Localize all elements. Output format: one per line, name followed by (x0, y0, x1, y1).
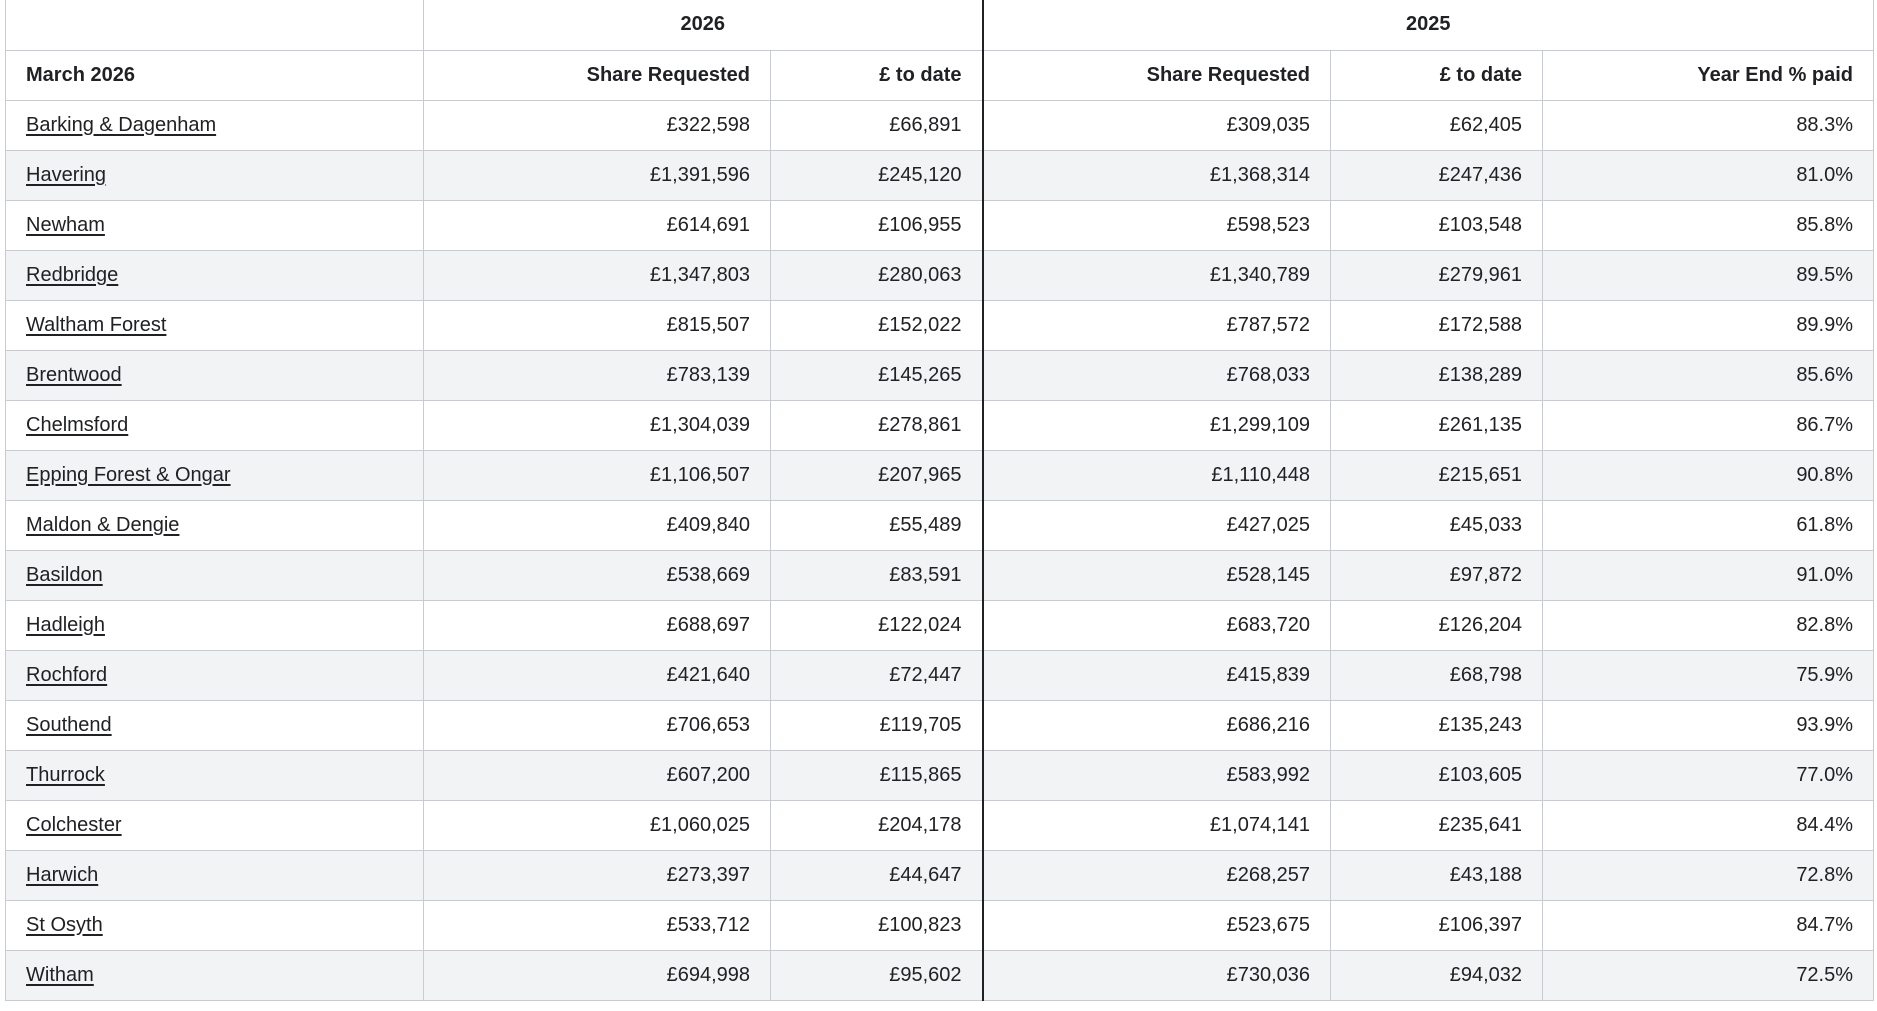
cell-todate-2025: £279,961 (1331, 250, 1543, 300)
cell-todate-2026: £145,265 (771, 350, 983, 400)
table-row (6, 800, 1874, 850)
cell-todate-2026: £72,447 (771, 650, 983, 700)
cell-area (6, 700, 424, 750)
cell-share-2026: £322,598 (424, 100, 771, 150)
cell-area (6, 450, 424, 500)
cell-share-2026: £783,139 (424, 350, 771, 400)
cell-todate-2025: £106,397 (1331, 900, 1543, 950)
cell-todate-2026: £95,602 (771, 950, 983, 1000)
cell-pct-paid: 86.7% (1543, 400, 1874, 450)
cell-area (6, 850, 424, 900)
cell-share-2026: £1,304,039 (424, 400, 771, 450)
cell-share-2026: £815,507 (424, 300, 771, 350)
area-link[interactable]: Harwich (26, 863, 99, 886)
cell-area (6, 550, 424, 600)
cell-todate-2026: £44,647 (771, 850, 983, 900)
area-link[interactable]: Redbridge (26, 263, 119, 286)
year-header-row (6, 0, 1874, 50)
cell-area (6, 200, 424, 250)
cell-todate-2025: £215,651 (1331, 450, 1543, 500)
cell-share-2025: £1,074,141 (983, 800, 1331, 850)
area-link[interactable]: Thurrock (26, 763, 105, 786)
cell-todate-2026: £122,024 (771, 600, 983, 650)
cell-pct-paid: 91.0% (1543, 550, 1874, 600)
area-link[interactable]: Southend (26, 713, 112, 736)
cell-pct-paid: 90.8% (1543, 450, 1874, 500)
cell-share-2026: £1,391,596 (424, 150, 771, 200)
cell-share-2025: £787,572 (983, 300, 1331, 350)
cell-pct-paid: 81.0% (1543, 150, 1874, 200)
area-link[interactable]: Newham (26, 213, 105, 236)
cell-share-2026: £409,840 (424, 500, 771, 550)
area-link[interactable]: Chelmsford (26, 413, 129, 436)
table-row (6, 100, 1874, 150)
area-link[interactable]: Maldon & Dengie (26, 513, 180, 536)
cell-todate-2025: £138,289 (1331, 350, 1543, 400)
table-row (6, 850, 1874, 900)
cell-todate-2025: £261,135 (1331, 400, 1543, 450)
cell-todate-2026: £207,965 (771, 450, 983, 500)
cell-share-2025: £1,299,109 (983, 400, 1331, 450)
cell-share-2025: £730,036 (983, 950, 1331, 1000)
cell-share-2025: £523,675 (983, 900, 1331, 950)
cell-share-2026: £607,200 (424, 750, 771, 800)
cell-pct-paid: 84.4% (1543, 800, 1874, 850)
cell-todate-2026: £278,861 (771, 400, 983, 450)
cell-todate-2026: £66,891 (771, 100, 983, 150)
column-header-todate-2026: £ to date (771, 50, 983, 100)
year-header-blank (6, 0, 424, 50)
year-header-2025: 2025 (983, 0, 1874, 50)
table-row (6, 550, 1874, 600)
cell-share-2025: £768,033 (983, 350, 1331, 400)
table-row (6, 650, 1874, 700)
cell-area (6, 350, 424, 400)
cell-area (6, 150, 424, 200)
cell-share-2026: £1,347,803 (424, 250, 771, 300)
cell-area (6, 400, 424, 450)
cell-area (6, 600, 424, 650)
cell-pct-paid: 85.6% (1543, 350, 1874, 400)
cell-pct-paid: 61.8% (1543, 500, 1874, 550)
cell-pct-paid: 84.7% (1543, 900, 1874, 950)
cell-todate-2025: £135,243 (1331, 700, 1543, 750)
cell-share-2025: £528,145 (983, 550, 1331, 600)
cell-share-2025: £686,216 (983, 700, 1331, 750)
column-header-share-2026: Share Requested (424, 50, 771, 100)
cell-todate-2025: £247,436 (1331, 150, 1543, 200)
cell-pct-paid: 72.8% (1543, 850, 1874, 900)
cell-todate-2026: £106,955 (771, 200, 983, 250)
area-link[interactable]: Havering (26, 163, 107, 186)
cell-pct-paid: 93.9% (1543, 700, 1874, 750)
cell-todate-2025: £45,033 (1331, 500, 1543, 550)
table-row (6, 700, 1874, 750)
area-link[interactable]: Rochford (26, 663, 108, 686)
cell-todate-2025: £103,548 (1331, 200, 1543, 250)
cell-pct-paid: 89.9% (1543, 300, 1874, 350)
area-link[interactable]: Hadleigh (26, 613, 105, 636)
cell-share-2026: £421,640 (424, 650, 771, 700)
area-link[interactable]: St Osyth (26, 913, 103, 936)
cell-pct-paid: 72.5% (1543, 950, 1874, 1000)
cell-todate-2025: £103,605 (1331, 750, 1543, 800)
table-row (6, 950, 1874, 1000)
cell-area (6, 750, 424, 800)
cell-pct-paid: 88.3% (1543, 100, 1874, 150)
cell-share-2026: £1,060,025 (424, 800, 771, 850)
cell-todate-2026: £152,022 (771, 300, 983, 350)
cell-todate-2026: £115,865 (771, 750, 983, 800)
cell-share-2026: £533,712 (424, 900, 771, 950)
table-row (6, 450, 1874, 500)
cell-share-2026: £273,397 (424, 850, 771, 900)
cell-todate-2026: £280,063 (771, 250, 983, 300)
area-link[interactable]: Epping Forest & Ongar (26, 463, 231, 486)
area-link[interactable]: Waltham Forest (26, 313, 167, 336)
cell-todate-2025: £94,032 (1331, 950, 1543, 1000)
cell-share-2025: £427,025 (983, 500, 1331, 550)
cell-share-2025: £415,839 (983, 650, 1331, 700)
column-header-share-2025: Share Requested (983, 50, 1331, 100)
column-header-pct-paid: Year End % paid (1543, 50, 1874, 100)
cell-share-2025: £598,523 (983, 200, 1331, 250)
cell-share-2026: £688,697 (424, 600, 771, 650)
table-row (6, 900, 1874, 950)
cell-share-2025: £1,340,789 (983, 250, 1331, 300)
cell-pct-paid: 89.5% (1543, 250, 1874, 300)
cell-todate-2026: £55,489 (771, 500, 983, 550)
column-header-row (6, 50, 1874, 100)
area-link[interactable]: Witham (26, 963, 94, 986)
share-table (5, 0, 1874, 1001)
cell-todate-2026: £119,705 (771, 700, 983, 750)
table-row (6, 300, 1874, 350)
cell-todate-2025: £68,798 (1331, 650, 1543, 700)
cell-area (6, 900, 424, 950)
table-row (6, 400, 1874, 450)
table-row (6, 750, 1874, 800)
cell-pct-paid: 75.9% (1543, 650, 1874, 700)
cell-share-2026: £538,669 (424, 550, 771, 600)
cell-pct-paid: 82.8% (1543, 600, 1874, 650)
cell-share-2026: £1,106,507 (424, 450, 771, 500)
cell-share-2025: £583,992 (983, 750, 1331, 800)
cell-todate-2026: £100,823 (771, 900, 983, 950)
table-row (6, 150, 1874, 200)
cell-todate-2025: £172,588 (1331, 300, 1543, 350)
cell-share-2026: £614,691 (424, 200, 771, 250)
area-link[interactable]: Barking & Dagenham (26, 113, 217, 136)
cell-share-2025: £1,110,448 (983, 450, 1331, 500)
cell-pct-paid: 77.0% (1543, 750, 1874, 800)
cell-todate-2025: £43,188 (1331, 850, 1543, 900)
cell-todate-2026: £204,178 (771, 800, 983, 850)
cell-area (6, 100, 424, 150)
year-header-2026: 2026 (424, 0, 983, 50)
area-link[interactable]: Brentwood (26, 363, 122, 386)
cell-area (6, 300, 424, 350)
cell-todate-2025: £235,641 (1331, 800, 1543, 850)
area-link[interactable]: Basildon (26, 563, 103, 586)
column-header-todate-2025: £ to date (1331, 50, 1543, 100)
table-body (6, 100, 1874, 1000)
cell-area (6, 650, 424, 700)
cell-share-2025: £268,257 (983, 850, 1331, 900)
cell-area (6, 250, 424, 300)
area-link[interactable]: Colchester (26, 813, 122, 836)
cell-pct-paid: 85.8% (1543, 200, 1874, 250)
table-row (6, 250, 1874, 300)
cell-share-2025: £309,035 (983, 100, 1331, 150)
cell-share-2025: £683,720 (983, 600, 1331, 650)
cell-todate-2025: £62,405 (1331, 100, 1543, 150)
cell-area (6, 950, 424, 1000)
cell-todate-2026: £83,591 (771, 550, 983, 600)
cell-area (6, 500, 424, 550)
column-header-area: March 2026 (6, 50, 424, 100)
table-row (6, 500, 1874, 550)
cell-share-2026: £706,653 (424, 700, 771, 750)
cell-todate-2025: £97,872 (1331, 550, 1543, 600)
cell-todate-2026: £245,120 (771, 150, 983, 200)
cell-share-2026: £694,998 (424, 950, 771, 1000)
table-row (6, 350, 1874, 400)
cell-share-2025: £1,368,314 (983, 150, 1331, 200)
cell-todate-2025: £126,204 (1331, 600, 1543, 650)
table-row (6, 600, 1874, 650)
table-row (6, 200, 1874, 250)
cell-area (6, 800, 424, 850)
